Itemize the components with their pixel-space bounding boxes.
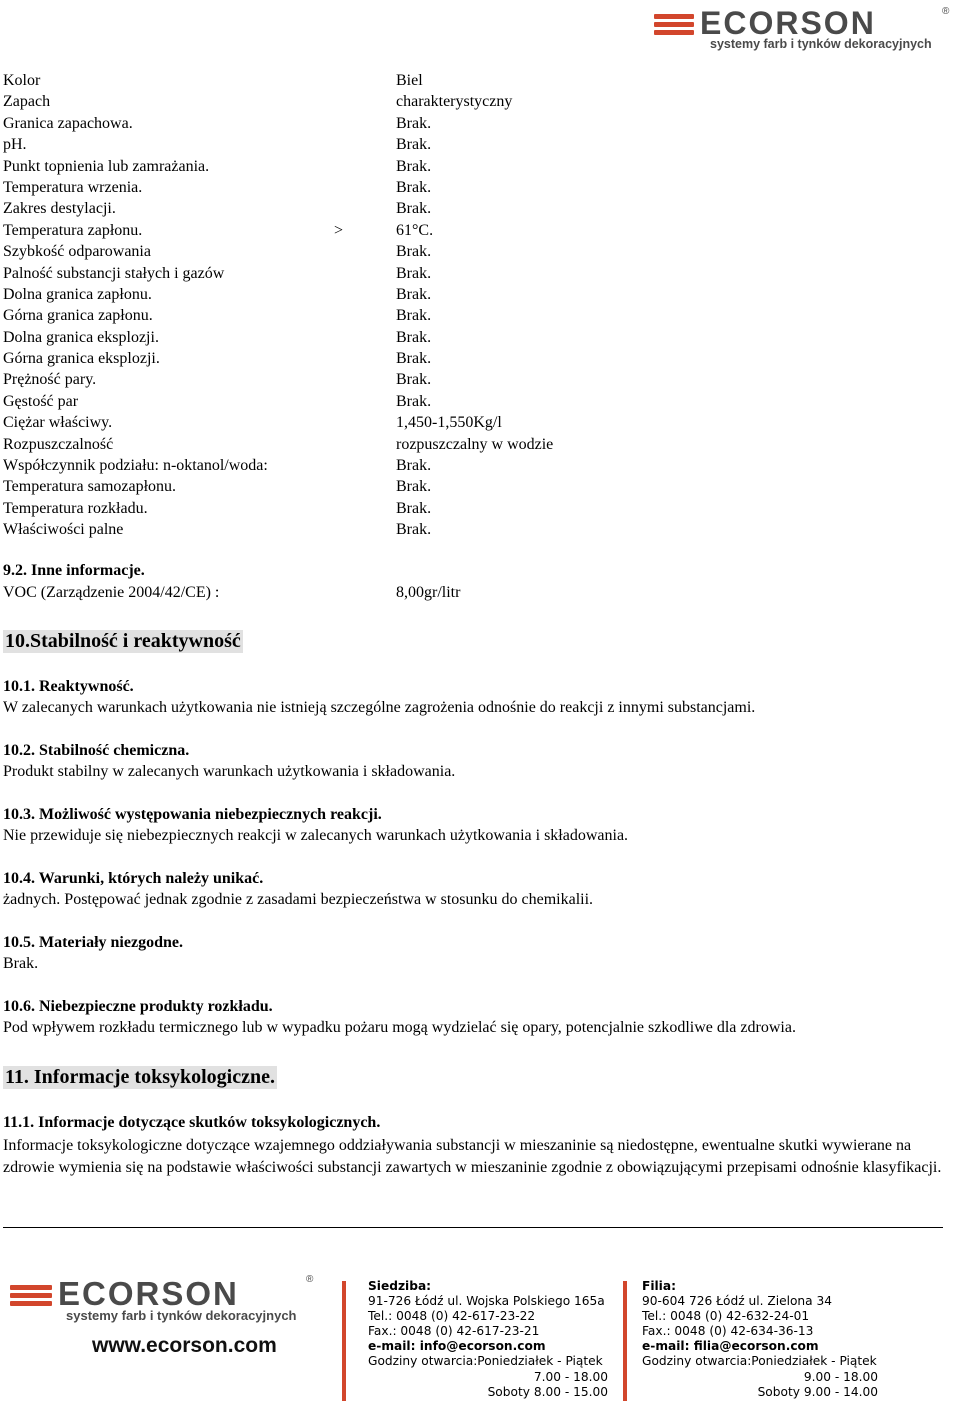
property-value: Brak. [396,178,432,196]
property-value: Brak. [396,521,432,539]
s10-3-text: Nie przewiduje się niebezpiecznych reakcji w zalecanych warunkach użytkowania i składowania. [3,827,629,844]
branch-heading: Filia: [642,1279,676,1293]
hq-tel: Tel.: 0048 (0) 42-617-23-22 [368,1309,536,1324]
property-value: charakterystyczny [396,93,513,111]
property-value: Brak. [396,200,432,218]
property-label: Temperatura samozapłonu. [3,478,177,496]
s10-6-heading: 10.6. Niebezpieczne produkty rozkładu. [3,998,273,1015]
property-label: Prężność pary. [3,371,97,389]
header-logo [650,5,955,51]
property-label: Temperatura zapłonu. [3,221,143,239]
hq-hours-weekday: 7.00 - 18.00 [533,1369,608,1384]
property-value: Brak. [396,114,432,132]
property-value: Brak. [396,457,432,475]
property-label: Właściwości palne [3,521,124,539]
property-label: Dolna granica eksplozji. [3,328,159,346]
property-value: Brak. [396,371,432,389]
hq-fax: Fax.: 0048 (0) 42-617-23-21 [368,1324,540,1339]
logo-registered: ® [942,6,950,17]
property-label: pH. [3,136,27,154]
branch-tel: Tel.: 0048 (0) 42-632-24-01 [642,1309,810,1324]
footer-accent-bar-branch [623,1281,627,1401]
property-label: Gęstość par [3,392,79,410]
property-label: Szybkość odparowania [3,243,151,261]
s11-1-heading: 11.1. Informacje dotyczące skutków toksykologicznych. [3,1114,381,1131]
property-label: Górna granica zapłonu. [3,307,153,325]
branch-fax: Fax.: 0048 (0) 42-634-36-13 [642,1324,814,1339]
property-value: Brak. [396,499,432,517]
s10-2-heading: 10.2. Stabilność chemiczna. [3,742,190,759]
property-label: Kolor [3,72,41,89]
website-link[interactable]: www.ecorson.com [92,1334,277,1357]
property-value: Brak. [396,392,432,410]
branch-address: 90-604 726 Łódź ul. Zielona 34 [642,1294,833,1309]
s10-6-text: Pod wpływem rozkładu termicznego lub w wypadku pożaru mogą wydzielać się opary, potencjalnie szkodliwe dla zdrowia. [3,1019,796,1036]
s10-4-heading: 10.4. Warunki, których należy unikać. [3,870,264,887]
footer-hq [368,1279,618,1400]
section-11-title: 11. Informacje toksykologiczne. [5,1066,275,1088]
hq-email[interactable]: e-mail: info@ecorson.com [368,1339,546,1354]
property-value: Brak. [396,328,432,346]
hq-hours-label: Godziny otwarcia:Poniedziałek - Piątek [368,1354,603,1369]
s10-3-heading: 10.3. Możliwość występowania niebezpiecznych reakcji. [3,806,382,823]
property-value: Brak. [396,243,432,261]
s10-1-heading: 10.1. Reaktywność. [3,678,134,695]
other-info-heading: 9.2. Inne informacje. [3,562,145,579]
property-label: Temperatura wrzenia. [3,178,143,196]
property-label: Granica zapachowa. [3,114,133,132]
property-label: Dolna granica zapłonu. [3,285,152,303]
property-value: Brak. [396,264,432,282]
footer-logo-tagline: systemy farb i tynków dekoracyjnych [66,1308,297,1323]
property-label: Punkt topnienia lub zamrażania. [3,157,210,175]
s10-1-text: W zalecanych warunkach użytkowania nie istnieją szczególne zagrożenia odnośnie do reakcji z innymi substancjami. [3,699,756,716]
logo-tagline: systemy farb i tynków dekoracyjnych [710,37,932,51]
s10-2-text: Produkt stabilny w zalecanych warunkach użytkowania i składowania. [3,763,456,780]
property-value: 1,450-1,550Kg/l [396,414,502,432]
property-operator: > [334,221,344,239]
branch-hours-label: Godziny otwarcia:Poniedziałek - Piątek [642,1354,877,1369]
property-label: Górna granica eksplozji. [3,350,160,368]
logo-wordmark: ECORSON [700,5,876,41]
footer-accent-bar-hq [342,1281,346,1401]
property-label: Temperatura rozkładu. [3,499,148,517]
property-label: Rozpuszczalność [3,435,114,453]
branch-hours-sat: Soboty 9.00 - 14.00 [757,1384,878,1399]
footer-branch [642,1279,887,1400]
property-label: Palność substancji stałych i gazów [3,264,225,282]
section-10-title: 10.Stabilność i reaktywność [5,630,241,652]
property-value: Biel [396,72,423,89]
footer-logo-mark [10,1285,52,1306]
voc-value: 8,00gr/litr [396,584,461,601]
property-value: Brak. [396,157,432,175]
footer-logo-wordmark: ECORSON [58,1275,239,1312]
footer-divider [3,1227,943,1228]
footer-logo-registered: ® [306,1274,314,1285]
hq-heading: Siedziba: [368,1279,432,1293]
hq-address: 91-726 Łódź ul. Wojska Polskiego 165a [368,1294,605,1309]
property-value: Brak. [396,136,432,154]
property-label: Ciężar właściwy. [3,414,113,432]
s10-4-text: żadnych. Postępować jednak zgodnie z zasadami bezpieczeństwa w stosunku do chemikalii. [3,891,594,908]
branch-email[interactable]: e-mail: filia@ecorson.com [642,1339,819,1354]
logo-mark [654,14,694,35]
property-value: Brak. [396,350,432,368]
property-label: Zakres destylacji. [3,200,116,218]
property-label: Zapach [3,93,51,111]
property-value: rozpuszczalny w wodzie [396,435,554,453]
footer-logo [8,1274,326,1323]
s10-5-heading: 10.5. Materiały niezgodne. [3,934,183,951]
hq-hours-sat: Soboty 8.00 - 15.00 [487,1384,608,1399]
property-value: 61°C. [396,221,434,239]
property-value: Brak. [396,307,432,325]
property-value: Brak. [396,285,432,303]
branch-hours-weekday: 9.00 - 18.00 [803,1369,878,1384]
voc-label: VOC (Zarządzenie 2004/42/CE) : [3,584,220,601]
property-label: Współczynnik podziału: n-oktanol/woda: [3,457,268,475]
s11-1-text: Informacje toksykologiczne dotyczące wzajemnego oddziaływania substancji w mieszaninie są niedostępne, ewentualne skutki wywierane na zdrowie wymienia się na podstawie właściwości substancji zawartych w mieszaninie zgodnie z obowiązującymi przepisami odnośnie klasyfikacji. [3,1137,942,1176]
s10-5-text: Brak. [3,955,39,972]
property-value: Brak. [396,478,432,496]
